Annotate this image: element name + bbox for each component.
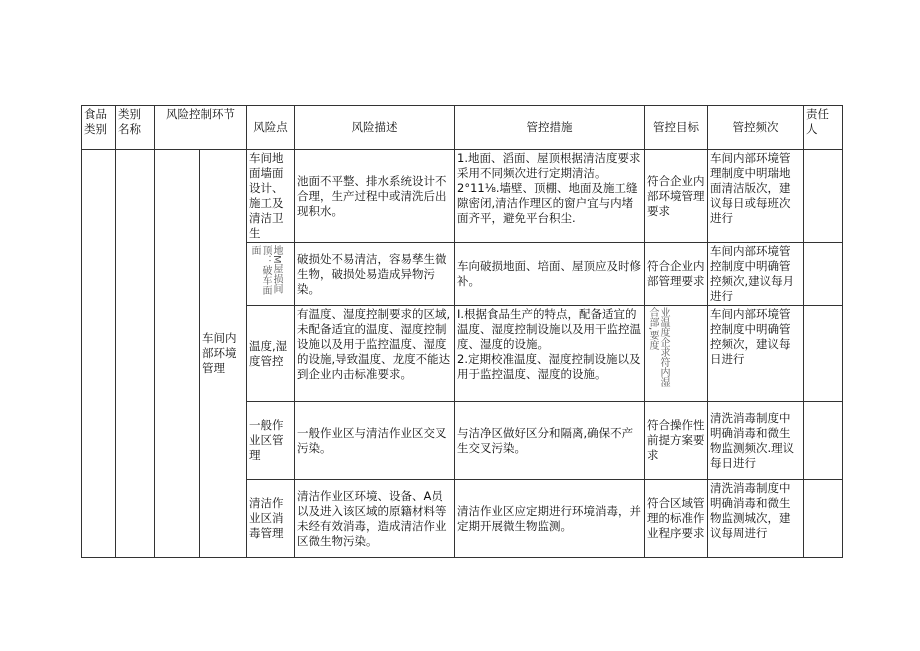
header-control-link: 风险控制环节: [155, 106, 247, 150]
control-measures: 与洁净区做好区分和隔离,确保不产生交叉污染。: [455, 402, 645, 480]
header-row: [82, 106, 843, 150]
risk-point: 清洁作业区消毒管理: [247, 480, 295, 558]
risk-description: 有温度、湿度控制要求的区域,未配备适宜的温度、湿度控制设施以及用于监控温度、湿度的设施,导致温度、龙度不能达到企业内击标准要求。: [295, 306, 455, 402]
risk-description: 池面不平整、排水系统设计不合理，生产过程中或清洗后出现积水。: [295, 150, 455, 243]
control-frequency: 车间内部环境管控制度中明确管控频次，建议每日进行: [708, 306, 804, 402]
control-measures: 清洁作业区应定期进行环境消毒，并定期开展微生物监测。: [455, 480, 645, 558]
control-frequency: 清洗消毒制度中明确消毒和微生物监测频次.理议每日进行: [708, 402, 804, 480]
risk-description: 破损处不易清洁，容易孳生微生物，破损处易造成异物污染。: [295, 243, 455, 306]
risk-control-table: [81, 105, 843, 558]
food-category-cell: [82, 150, 116, 558]
header-control-measures: 管控措施: [455, 106, 645, 150]
control-goal-vertical-text: 业温度企求符内湿合部,要度: [647, 307, 669, 387]
header-responsible: 责任人: [804, 106, 843, 150]
control-goal: 符合企业内部环境管理要求: [645, 150, 708, 243]
control-link-blank-cell: [155, 150, 200, 558]
control-frequency: 车间内部环境管控制度中明确管控频次,建议每月进行: [708, 243, 804, 306]
responsible-cell: [804, 243, 843, 306]
header-category-name: 类别名称: [116, 106, 155, 150]
section-cell: 车间内部环境管理: [200, 150, 247, 558]
header-control-frequency: 管控频次: [708, 106, 804, 150]
control-measures: 1.地面、滔面、屋顶根据清洁度要求采用不同频次进行定期清洁。 2°11⅛.墙壁、顶棚、地面及施工缝隙密闭,清洁作理区的窗户宜与内堵面齐平，避免平台积尘.: [455, 150, 645, 243]
table-row: [82, 150, 843, 243]
header-risk-description: 风险描述: [295, 106, 455, 150]
control-goal: 符合区域管理的标准作业程序要求: [645, 480, 708, 558]
risk-point: [247, 243, 295, 306]
risk-point: 一般作业区管理: [247, 402, 295, 480]
control-measures: Ⅰ.根据食品生产的特点，配备适宜的温度、湿度控制设施以及用干监控温度、湿度的设施。 2.定期校准温度、湿度控制设施以及用于监控温度、湿度的设施。: [455, 306, 645, 402]
risk-point-vertical-text: 地M屋损间顶：破车面面: [249, 245, 282, 295]
risk-point: 温度,湿度管控: [247, 306, 295, 402]
category-name-cell: [116, 150, 155, 558]
responsible-cell: [804, 150, 843, 243]
header-control-goal: 管控目标: [645, 106, 708, 150]
control-goal: 符合企业内部管理要求: [645, 243, 708, 306]
risk-point: 车间地面墙面设计、施工及清洁卫生: [247, 150, 295, 243]
responsible-cell: [804, 306, 843, 402]
control-frequency: 车间内部环境管理制度中明瑞地面清洁版次，建议每日或每班次进行: [708, 150, 804, 243]
control-measures: 车向破损地面、培面、屋顶应及时修补。: [455, 243, 645, 306]
responsible-cell: [804, 402, 843, 480]
risk-description: 一般作业区与清洁作业区交叉污染。: [295, 402, 455, 480]
responsible-cell: [804, 480, 843, 558]
risk-description: 清洁作业区环境、设备、A员以及进入该区域的原籍材料等未经有效消毒，造成清洁作业区微生物污染。: [295, 480, 455, 558]
control-goal: 符合操作性前提方案要求: [645, 402, 708, 480]
control-frequency: 清洗消毒制度中明确消毒和微生物监测城次，建议每周进行: [708, 480, 804, 558]
header-food-category: 食品类别: [82, 106, 116, 150]
header-risk-point: 风险点: [247, 106, 295, 150]
control-goal: [645, 306, 708, 402]
